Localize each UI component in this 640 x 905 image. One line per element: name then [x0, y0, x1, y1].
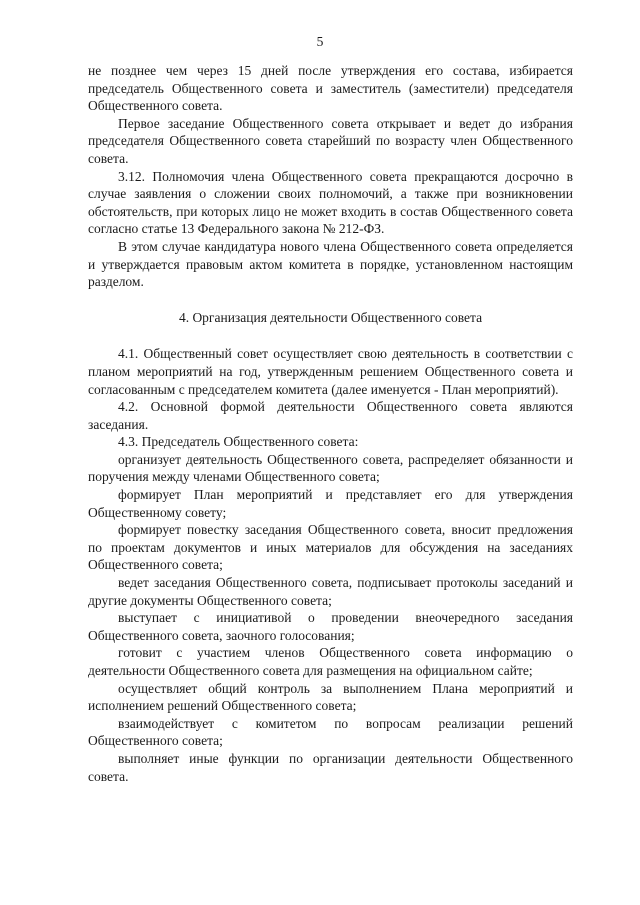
document-body — [88, 62, 573, 785]
paragraph-first-meeting: Первое заседание Общественного совета открывает и ведет до избрания председателя Общественного совета старейший по возрасту член Общественного совета. — [88, 115, 573, 166]
duty-item: формирует План мероприятий и представляет его для утверждения Общественному совету; — [88, 487, 573, 520]
duty-item: выступает с инициативой о проведении внеочередного заседания Общественного совета, заочного голосования; — [88, 610, 573, 643]
duty-item: организует деятельность Общественного совета, распределяет обязанности и поручения между членами Общественного совета; — [88, 451, 573, 485]
paragraph-continuation: не позднее чем через 15 дней после утверждения его состава, избирается председатель Общественного совета и заместитель (заместители) председателя Общественного совета. — [88, 63, 573, 114]
paragraph-4-1: 4.1. Общественный совет осуществляет свою деятельность в соответствии с планом мероприятий на год, утвержденным решением Общественного совета и согласованным с председателем комитета (далее именуется - План мероприятий). — [88, 346, 573, 397]
paragraph-4-3: 4.3. Председатель Общественного совета: — [118, 434, 359, 450]
paragraph-3-12: 3.12. Полномочия члена Общественного совета прекращаются досрочно в случае заявления о сложении своих полномочий, а также при возникновении обстоятельств, при которых лицо не может входить в состав Общественного совета согласно статье 13 Федерального закона № 212-ФЗ. — [88, 168, 573, 237]
paragraph-4-2: 4.2. Основной формой деятельности Общественного совета являются заседания. — [88, 399, 573, 432]
duty-item: готовит с участием членов Общественного совета информацию о деятельности Общественного совета для размещения на официальном сайте; — [88, 645, 573, 678]
duty-item: ведет заседания Общественного совета, подписывает протоколы заседаний и другие документы Общественного совета; — [88, 575, 573, 608]
page-number: 5 — [316, 34, 324, 49]
section-heading: 4. Организация деятельности Общественного совета — [178, 309, 483, 325]
duty-item: осуществляет общий контроль за выполнением Плана мероприятий и исполнением решений Общественного совета; — [88, 680, 573, 714]
paragraph-new-member: В этом случае кандидатура нового члена Общественного совета определяется и утверждается правовым актом комитета в порядке, установленном настоящим разделом. — [88, 238, 573, 290]
duty-item: формирует повестку заседания Общественного совета, вносит предложения по проектам документов и иных материалов для обсуждения на заседаниях Общественного совета; — [88, 522, 573, 573]
duty-item: выполняет иные функции по организации деятельности Общественного совета. — [88, 750, 573, 784]
duty-item: взаимодействует с комитетом по вопросам реализации решений Общественного совета; — [88, 715, 573, 749]
